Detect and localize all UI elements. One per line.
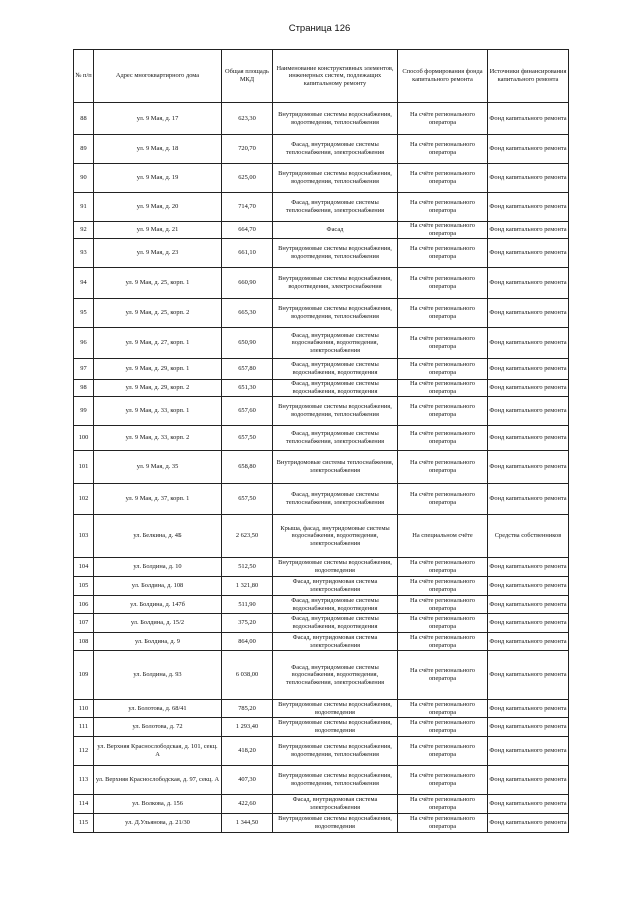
row-financing: Фонд капитального ремонта — [488, 239, 569, 268]
row-area: 657,50 — [222, 484, 273, 515]
row-number: 100 — [74, 426, 94, 451]
table-row — [74, 614, 569, 633]
row-fund-method: На счёте регионального оператора — [398, 577, 488, 596]
table-row — [74, 328, 569, 359]
row-elements: Внутридомовые системы водоснабжения, водоотведения — [273, 558, 398, 577]
row-address: ул. Болдина, д. 15/2 — [94, 614, 222, 633]
row-area: 657,60 — [222, 397, 273, 426]
row-financing: Фонд капитального ремонта — [488, 577, 569, 596]
row-elements: Фасад, внутридомовые системы теплоснабжения, электроснабжения — [273, 135, 398, 164]
row-financing: Фонд капитального ремонта — [488, 359, 569, 380]
row-elements: Фасад, внутридомовая система электроснабжения — [273, 633, 398, 651]
row-number: 99 — [74, 397, 94, 426]
row-elements: Внутридомовые системы водоснабжения, водоотведения, теплоснабжения — [273, 164, 398, 193]
row-elements: Внутридомовые системы водоснабжения, водоотведения, теплоснабжения — [273, 766, 398, 795]
row-fund-method: На счёте регионального оператора — [398, 451, 488, 484]
row-financing: Фонд капитального ремонта — [488, 426, 569, 451]
table-row — [74, 700, 569, 718]
table-row — [74, 795, 569, 814]
column-header-elements: Наименование конструктивных элементов, инженерных систем, подлежащих капитальному ремонту — [273, 50, 398, 103]
row-address: ул. 9 Мая, д. 19 — [94, 164, 222, 193]
row-number: 112 — [74, 737, 94, 766]
row-area: 651,30 — [222, 380, 273, 397]
row-address: ул. 9 Мая, д. 21 — [94, 222, 222, 239]
row-address: ул. Болдина, д. 9 — [94, 633, 222, 651]
table-row — [74, 103, 569, 135]
row-area: 657,80 — [222, 359, 273, 380]
row-area: 422,60 — [222, 795, 273, 814]
row-elements: Крыша, фасад, внутридомовые системы водоснабжения, водоотведения, электроснабжения — [273, 515, 398, 558]
row-address: ул. 9 Мая, д. 33, корп. 2 — [94, 426, 222, 451]
row-fund-method: На счёте регионального оператора — [398, 633, 488, 651]
row-area: 511,90 — [222, 596, 273, 614]
row-financing: Фонд капитального ремонта — [488, 651, 569, 700]
table-row — [74, 766, 569, 795]
row-elements: Внутридомовые системы водоснабжения, водоотведения, теплоснабжения — [273, 239, 398, 268]
row-area: 665,30 — [222, 299, 273, 328]
row-financing: Фонд капитального ремонта — [488, 795, 569, 814]
table-row — [74, 814, 569, 833]
row-address: ул. Верхняя Краснослободская, д. 101, секц. А — [94, 737, 222, 766]
row-fund-method: На счёте регионального оператора — [398, 814, 488, 833]
row-area: 623,30 — [222, 103, 273, 135]
row-financing: Фонд капитального ремонта — [488, 135, 569, 164]
row-fund-method: На счёте регионального оператора — [398, 700, 488, 718]
row-number: 92 — [74, 222, 94, 239]
row-number: 114 — [74, 795, 94, 814]
row-elements: Фасад, внутридомовые системы водоснабжения, водоотведения — [273, 359, 398, 380]
row-number: 88 — [74, 103, 94, 135]
column-header-number: № п/п — [74, 50, 94, 103]
row-address: ул. 9 Мая, д. 25, корп. 2 — [94, 299, 222, 328]
row-number: 91 — [74, 193, 94, 222]
row-fund-method: На счёте регионального оператора — [398, 614, 488, 633]
table-row — [74, 164, 569, 193]
row-elements: Внутридомовые системы водоснабжения, водоотведения — [273, 718, 398, 737]
row-financing: Фонд капитального ремонта — [488, 299, 569, 328]
row-elements: Внутридомовые системы водоснабжения, водоотведения, теплоснабжения — [273, 299, 398, 328]
row-fund-method: На счёте регионального оператора — [398, 239, 488, 268]
column-header-financing: Источники финансирования капитального ремонта — [488, 50, 569, 103]
row-address: ул. Д.Ульянова, д. 21/30 — [94, 814, 222, 833]
row-fund-method: На счёте регионального оператора — [398, 380, 488, 397]
row-fund-method: На счёте регионального оператора — [398, 299, 488, 328]
row-financing: Фонд капитального ремонта — [488, 193, 569, 222]
table-row — [74, 135, 569, 164]
table-row — [74, 451, 569, 484]
row-elements: Фасад, внутридомовая система электроснабжения — [273, 795, 398, 814]
row-financing: Фонд капитального ремонта — [488, 397, 569, 426]
row-area: 720,70 — [222, 135, 273, 164]
row-financing: Фонд капитального ремонта — [488, 328, 569, 359]
row-fund-method: На счёте регионального оператора — [398, 193, 488, 222]
row-number: 98 — [74, 380, 94, 397]
row-financing: Фонд капитального ремонта — [488, 451, 569, 484]
row-number: 106 — [74, 596, 94, 614]
row-address: ул. Верхняя Краснослободская, д. 97, секц. А — [94, 766, 222, 795]
row-area: 714,70 — [222, 193, 273, 222]
row-elements: Внутридомовые системы водоснабжения, водоотведения, теплоснабжения — [273, 397, 398, 426]
row-area: 660,90 — [222, 268, 273, 299]
row-number: 108 — [74, 633, 94, 651]
row-area: 657,50 — [222, 426, 273, 451]
row-address: ул. Болдина, д. 147б — [94, 596, 222, 614]
row-elements: Внутридомовые системы теплоснабжения, электроснабжения — [273, 451, 398, 484]
row-address: ул. Белкина, д. 4Б — [94, 515, 222, 558]
row-number: 110 — [74, 700, 94, 718]
row-address: ул. 9 Мая, д. 29, корп. 2 — [94, 380, 222, 397]
row-elements: Фасад, внутридомовые системы теплоснабжения, электроснабжения — [273, 426, 398, 451]
table-row — [74, 558, 569, 577]
row-area: 418,20 — [222, 737, 273, 766]
row-financing: Фонд капитального ремонта — [488, 700, 569, 718]
row-elements: Фасад, внутридомовые системы водоснабжения, водоотведения, электроснабжения — [273, 328, 398, 359]
table-row — [74, 484, 569, 515]
row-fund-method: На счёте регионального оператора — [398, 737, 488, 766]
row-financing: Фонд капитального ремонта — [488, 164, 569, 193]
row-fund-method: На счёте регионального оператора — [398, 135, 488, 164]
row-number: 111 — [74, 718, 94, 737]
row-number: 89 — [74, 135, 94, 164]
row-address: ул. Болдина, д. 93 — [94, 651, 222, 700]
row-address: ул. Волкова, д. 156 — [94, 795, 222, 814]
row-number: 97 — [74, 359, 94, 380]
row-fund-method: На счёте регионального оператора — [398, 718, 488, 737]
row-financing: Фонд капитального ремонта — [488, 222, 569, 239]
row-financing: Фонд капитального ремонта — [488, 718, 569, 737]
table-header-row — [74, 50, 569, 103]
row-fund-method: На счёте регионального оператора — [398, 558, 488, 577]
table-row — [74, 380, 569, 397]
table-row — [74, 718, 569, 737]
row-elements: Внутридомовые системы водоснабжения, водоотведения, электроснабжения — [273, 268, 398, 299]
row-financing: Фонд капитального ремонта — [488, 380, 569, 397]
row-area: 625,00 — [222, 164, 273, 193]
row-fund-method: На счёте регионального оператора — [398, 426, 488, 451]
row-area: 2 623,50 — [222, 515, 273, 558]
table-row — [74, 222, 569, 239]
row-area: 658,80 — [222, 451, 273, 484]
row-financing: Фонд капитального ремонта — [488, 614, 569, 633]
row-address: ул. 9 Мая, д. 17 — [94, 103, 222, 135]
row-address: ул. 9 Мая, д. 27, корп. 1 — [94, 328, 222, 359]
row-area: 785,20 — [222, 700, 273, 718]
row-number: 90 — [74, 164, 94, 193]
table-row — [74, 193, 569, 222]
row-fund-method: На счёте регионального оператора — [398, 596, 488, 614]
row-elements: Фасад, внутридомовые системы водоснабжения, водоотведения — [273, 380, 398, 397]
row-financing: Фонд капитального ремонта — [488, 814, 569, 833]
column-header-area: Общая площадь МКД — [222, 50, 273, 103]
row-number: 105 — [74, 577, 94, 596]
row-elements: Фасад, внутридомовая система электроснабжения — [273, 577, 398, 596]
row-financing: Фонд капитального ремонта — [488, 766, 569, 795]
table-row — [74, 633, 569, 651]
page-title: Страница 126 — [288, 23, 351, 34]
row-area: 664,70 — [222, 222, 273, 239]
row-fund-method: На счёте регионального оператора — [398, 766, 488, 795]
row-address: ул. Болотова, д. 72 — [94, 718, 222, 737]
row-area: 661,10 — [222, 239, 273, 268]
row-area: 407,30 — [222, 766, 273, 795]
row-fund-method: На счёте регионального оператора — [398, 397, 488, 426]
row-fund-method: На специальном счёте — [398, 515, 488, 558]
row-area: 6 038,00 — [222, 651, 273, 700]
row-area: 1 344,50 — [222, 814, 273, 833]
row-fund-method: На счёте регионального оператора — [398, 164, 488, 193]
table-row — [74, 299, 569, 328]
row-address: ул. 9 Мая, д. 29, корп. 1 — [94, 359, 222, 380]
row-financing: Фонд капитального ремонта — [488, 633, 569, 651]
row-financing: Фонд капитального ремонта — [488, 103, 569, 135]
table-row — [74, 426, 569, 451]
row-address: ул. Болдина, д. 108 — [94, 577, 222, 596]
row-number: 115 — [74, 814, 94, 833]
row-address: ул. 9 Мая, д. 18 — [94, 135, 222, 164]
row-financing: Средства собственников — [488, 515, 569, 558]
repair-table — [73, 49, 569, 833]
table-row — [74, 737, 569, 766]
row-number: 103 — [74, 515, 94, 558]
row-area: 512,50 — [222, 558, 273, 577]
row-number: 96 — [74, 328, 94, 359]
row-address: ул. 9 Мая, д. 35 — [94, 451, 222, 484]
row-elements: Внутридомовые системы водоснабжения, водоотведения — [273, 814, 398, 833]
row-fund-method: На счёте регионального оператора — [398, 484, 488, 515]
table-row — [74, 359, 569, 380]
row-area: 375,20 — [222, 614, 273, 633]
row-financing: Фонд капитального ремонта — [488, 596, 569, 614]
row-address: ул. 9 Мая, д. 25, корп. 1 — [94, 268, 222, 299]
row-area: 1 321,80 — [222, 577, 273, 596]
row-elements: Внутридомовые системы водоснабжения, водоотведения, теплоснабжения — [273, 103, 398, 135]
table-row — [74, 651, 569, 700]
row-financing: Фонд капитального ремонта — [488, 558, 569, 577]
row-number: 109 — [74, 651, 94, 700]
column-header-fund-method: Способ формирования фонда капитального ремонта — [398, 50, 488, 103]
row-financing: Фонд капитального ремонта — [488, 268, 569, 299]
row-address: ул. Болдина, д. 10 — [94, 558, 222, 577]
table-row — [74, 515, 569, 558]
column-header-address: Адрес многоквартирного дома — [94, 50, 222, 103]
row-fund-method: На счёте регионального оператора — [398, 103, 488, 135]
row-financing: Фонд капитального ремонта — [488, 737, 569, 766]
row-elements: Фасад, внутридомовые системы теплоснабжения, электроснабжения — [273, 484, 398, 515]
row-address: ул. 9 Мая, д. 37, корп. 1 — [94, 484, 222, 515]
row-address: ул. 9 Мая, д. 33, корп. 1 — [94, 397, 222, 426]
row-elements: Фасад, внутридомовые системы водоснабжения, водоотведения — [273, 614, 398, 633]
table-row — [74, 268, 569, 299]
row-number: 113 — [74, 766, 94, 795]
row-fund-method: На счёте регионального оператора — [398, 651, 488, 700]
row-fund-method: На счёте регионального оператора — [398, 359, 488, 380]
row-elements: Фасад — [273, 222, 398, 239]
row-number: 104 — [74, 558, 94, 577]
row-area: 1 293,40 — [222, 718, 273, 737]
row-number: 102 — [74, 484, 94, 515]
row-number: 93 — [74, 239, 94, 268]
row-elements: Фасад, внутридомовые системы водоснабжения, водоотведения, теплоснабжения, электроснабжения — [273, 651, 398, 700]
row-area: 650,90 — [222, 328, 273, 359]
row-fund-method: На счёте регионального оператора — [398, 795, 488, 814]
row-elements: Внутридомовые системы водоснабжения, водоотведения, теплоснабжения — [273, 737, 398, 766]
row-number: 107 — [74, 614, 94, 633]
table-row — [74, 397, 569, 426]
row-number: 101 — [74, 451, 94, 484]
row-number: 95 — [74, 299, 94, 328]
row-financing: Фонд капитального ремонта — [488, 484, 569, 515]
row-elements: Фасад, внутридомовые системы водоснабжения, водоотведения — [273, 596, 398, 614]
row-number: 94 — [74, 268, 94, 299]
row-address: ул. 9 Мая, д. 23 — [94, 239, 222, 268]
row-area: 864,00 — [222, 633, 273, 651]
table-row — [74, 239, 569, 268]
row-fund-method: На счёте регионального оператора — [398, 268, 488, 299]
row-address: ул. 9 Мая, д. 20 — [94, 193, 222, 222]
table-row — [74, 577, 569, 596]
table-row — [74, 596, 569, 614]
row-elements: Фасад, внутридомовые системы теплоснабжения, электроснабжения — [273, 193, 398, 222]
row-address: ул. Болотова, д. 68/41 — [94, 700, 222, 718]
row-elements: Внутридомовые системы водоснабжения, водоотведения — [273, 700, 398, 718]
row-fund-method: На счёте регионального оператора — [398, 328, 488, 359]
row-fund-method: На счёте регионального оператора — [398, 222, 488, 239]
